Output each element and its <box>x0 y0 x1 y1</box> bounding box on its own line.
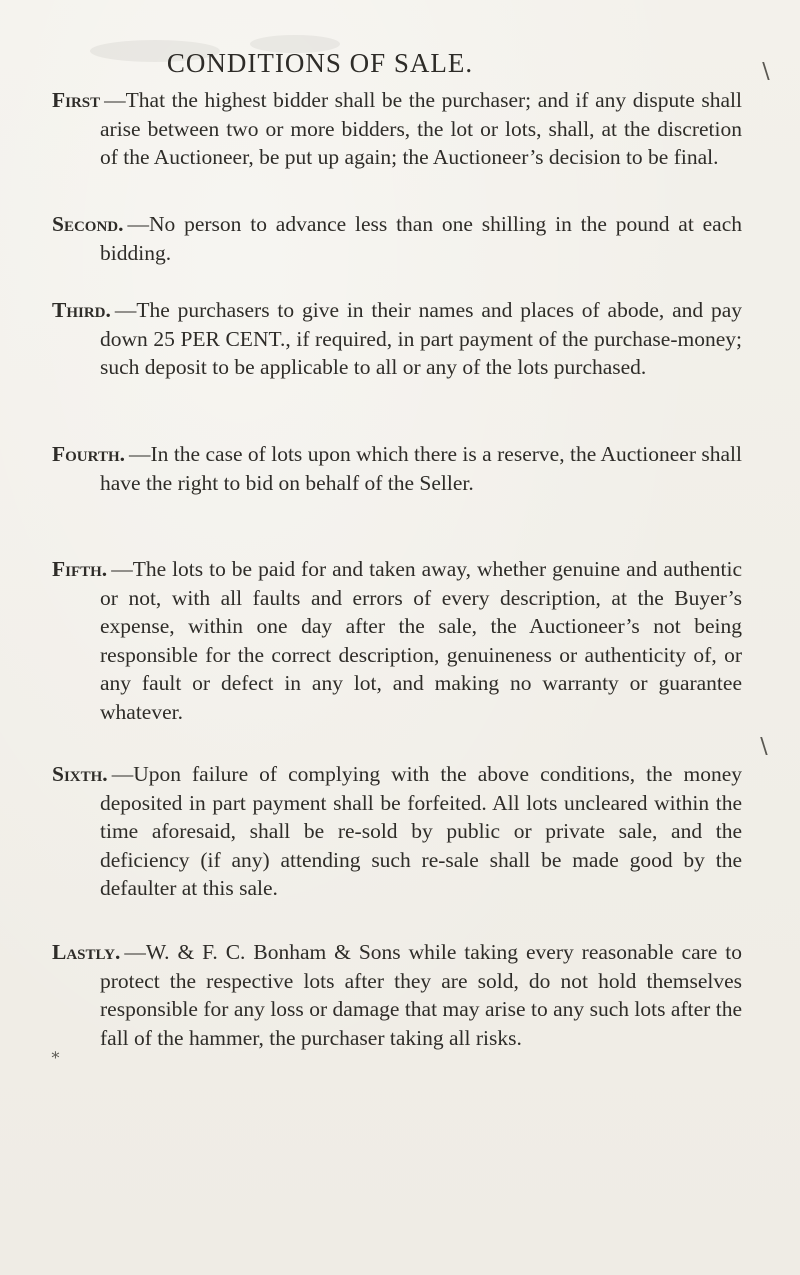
clause-text: —No person to advance less than one shilling in the pound at each bidding. <box>100 212 742 265</box>
clause-body <box>52 440 742 497</box>
clause-body <box>52 210 742 267</box>
margin-tick-mark: ∖ <box>758 60 773 85</box>
clause-text: —The lots to be paid for and taken away, whether genuine and authentic or not, with all faults and errors of every description, at the Buyer’s expense, within one day after the sale, the Auctioneer’s not being responsible for the correct description, genuineness or authenticity of, or any fault or defect in any lot, and making no warranty or guarantee whatever. <box>100 557 742 724</box>
clause-body <box>52 938 742 1052</box>
clause-body <box>52 296 742 382</box>
clause-text: —In the case of lots upon which there is a reserve, the Auctioneer shall have the right to bid on behalf of the Seller. <box>100 442 742 495</box>
clause-lead: Sixth. <box>52 762 108 786</box>
clause-fourth <box>52 440 742 497</box>
clause-lead: Fifth. <box>52 557 108 581</box>
clause-lead: Fourth. <box>52 442 125 466</box>
clause-sixth <box>52 760 742 903</box>
clause-fifth <box>52 555 742 726</box>
clause-body <box>52 555 742 726</box>
clause-text: —The purchasers to give in their names and places of abode, and pay down 25 PER CENT., if required, in part payment of the purchase-money; such deposit to be applicable to all or any of the lots purchased. <box>100 298 742 379</box>
clause-second <box>52 210 742 267</box>
clause-text: —Upon failure of complying with the above conditions, the money deposited in part payment shall be forfeited. All lots uncleared within the time aforesaid, shall be re-sold by public or private sale, and the deficiency (if any) attending such re-sale shall be made good by the defaulter at this sale. <box>100 762 742 900</box>
clause-third <box>52 296 742 382</box>
margin-tick-mark: ∖ <box>756 735 771 760</box>
clause-first <box>52 86 742 172</box>
clause-lead: Third. <box>52 298 111 322</box>
clause-lead: Lastly. <box>52 940 121 964</box>
document-title: CONDITIONS OF SALE. <box>166 48 474 78</box>
clause-lead: First <box>52 88 101 112</box>
clause-lastly <box>52 938 742 1052</box>
clause-body <box>52 86 742 172</box>
clause-text: —W. & F. C. Bonham & Sons while taking every reasonable care to protect the respective lots after they are sold, do not hold themselves responsible for any loss or damage that may arise to any such lots after the fall of the hammer, the purchaser taking all risks. <box>100 940 742 1050</box>
clause-body <box>52 760 742 903</box>
margin-tick-mark: ∗ <box>50 1045 61 1064</box>
clause-text: —That the highest bidder shall be the purchaser; and if any dispute shall arise between two or more bidders, the lot or lots, shall, at the discretion of the Auctioneer, be put up again; the Auctioneer’s decision to be final. <box>100 88 742 169</box>
clause-lead: Second. <box>52 212 124 236</box>
